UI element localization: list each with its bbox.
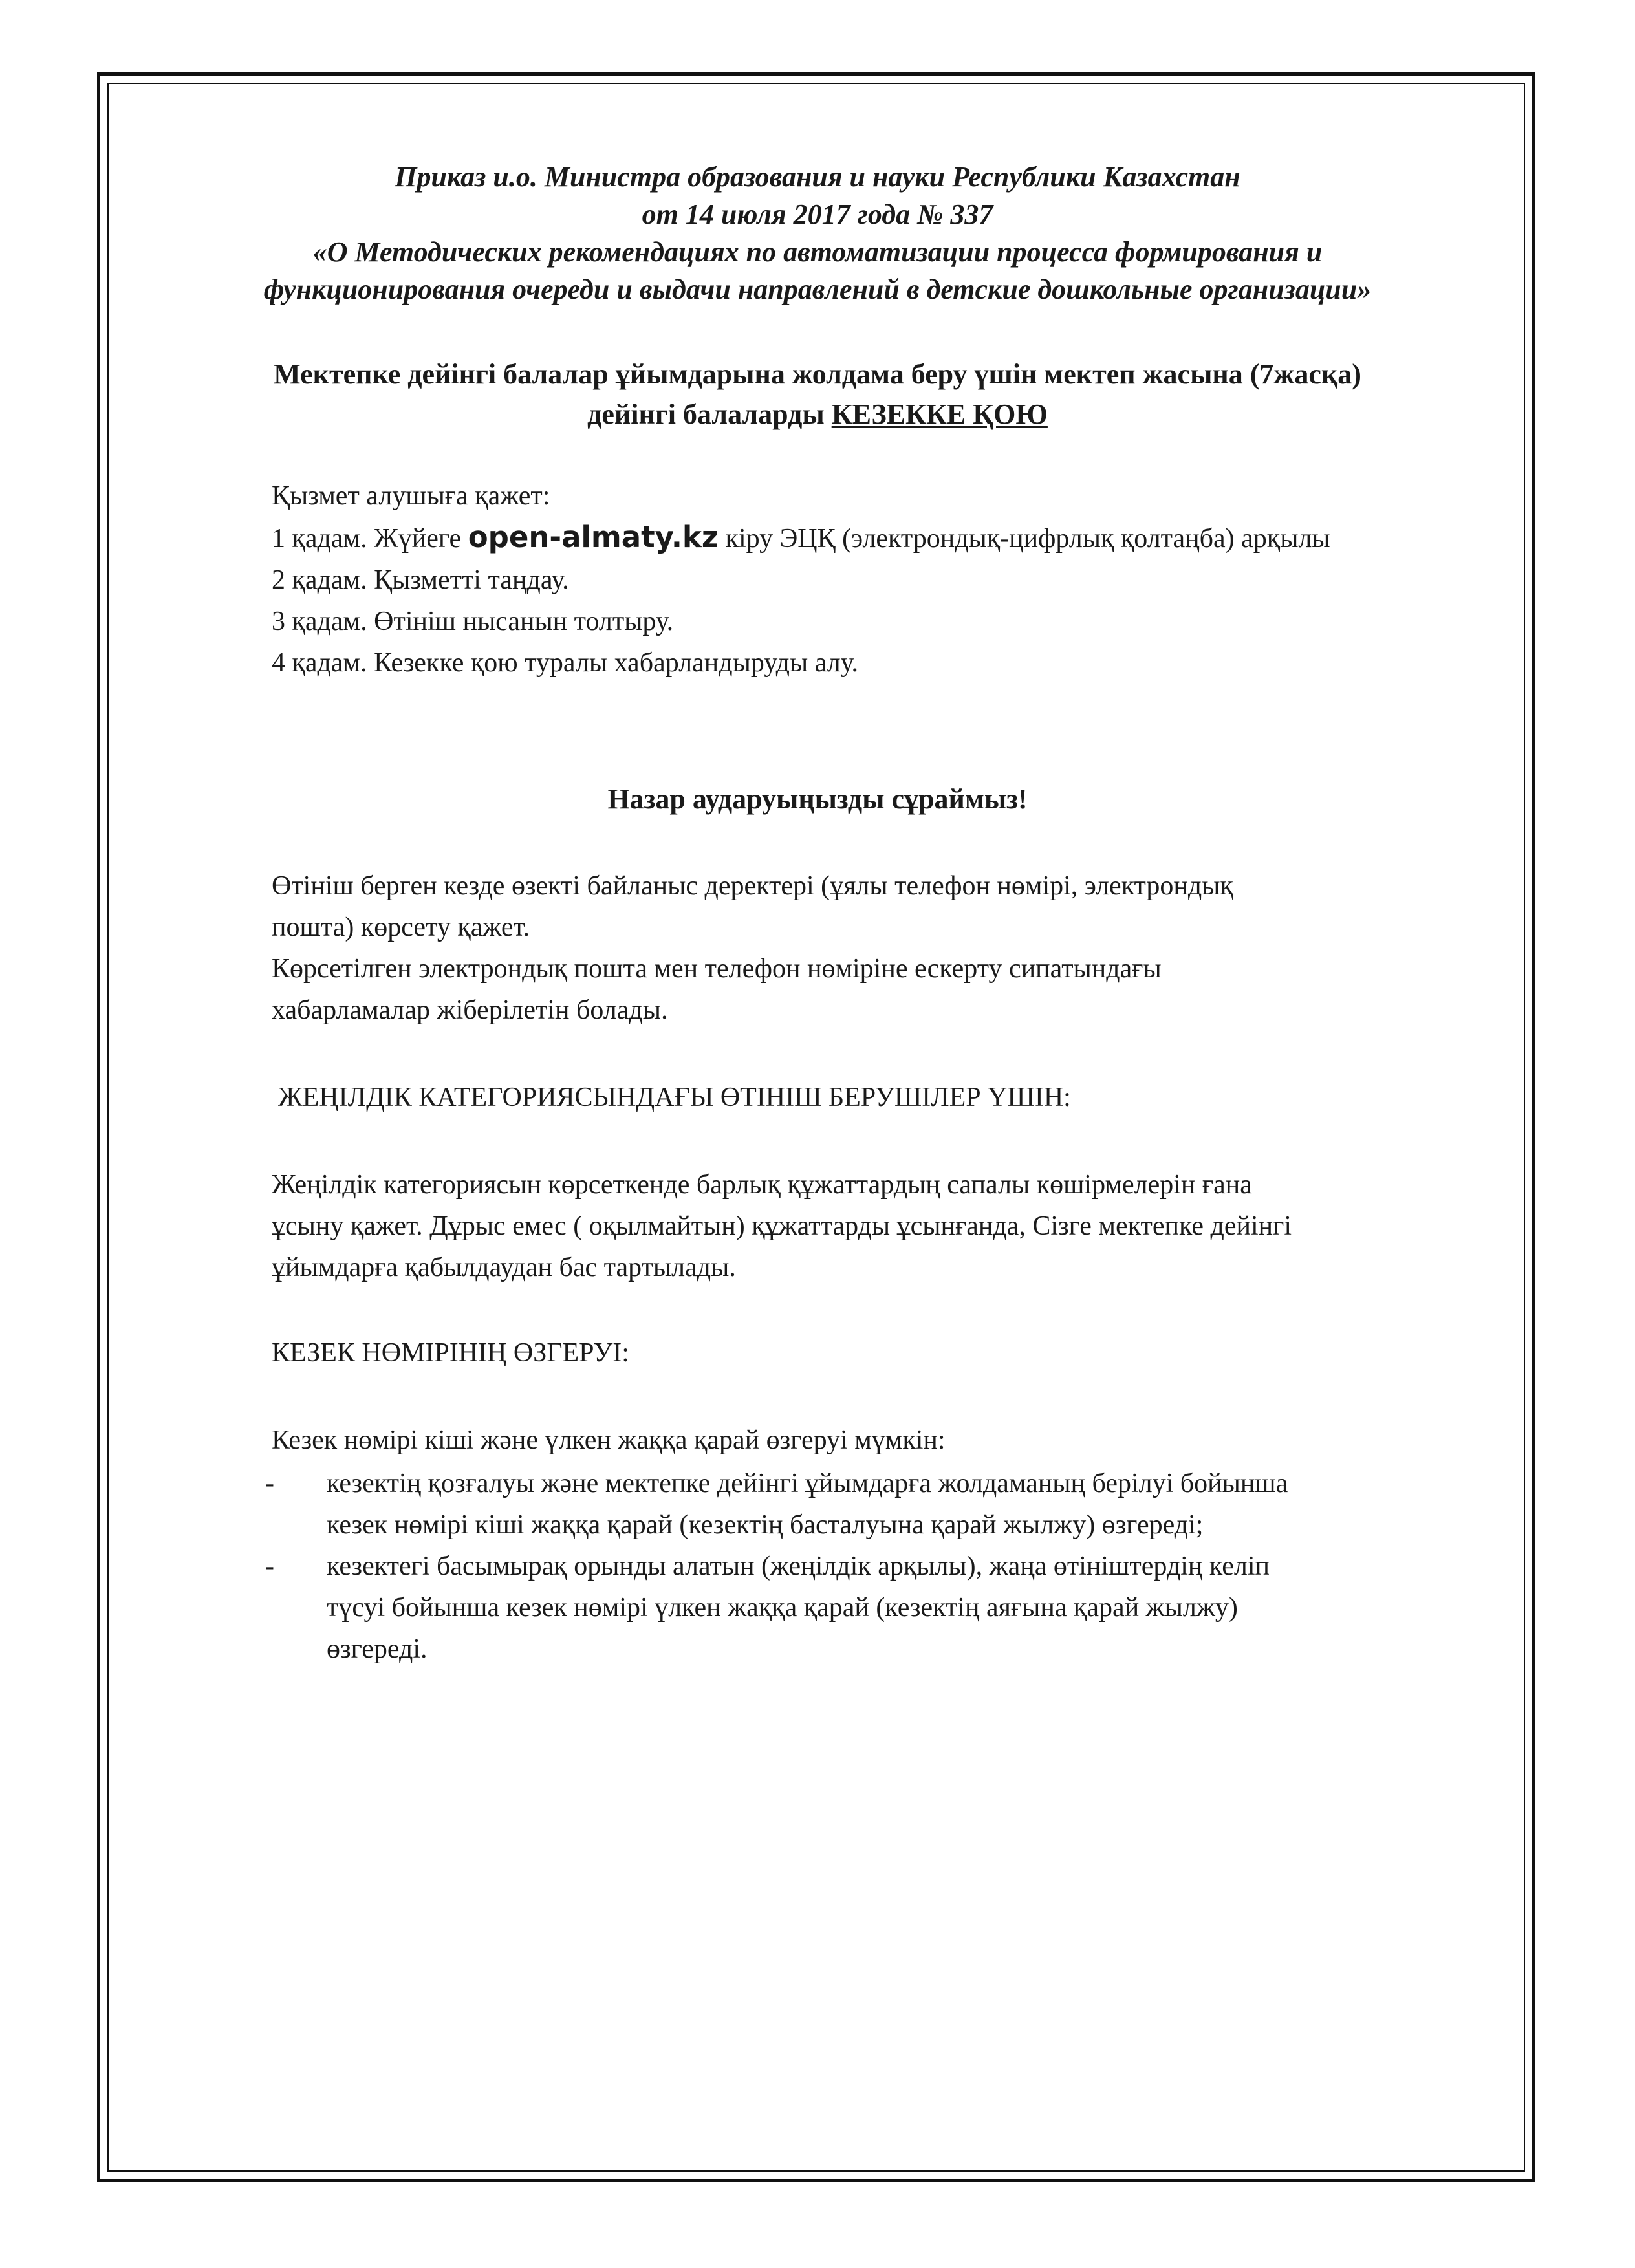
decree-line: «О Методических рекомендациях по автоматизации процесса формирования и (312, 236, 1323, 268)
list-item (265, 1463, 1494, 1546)
step-item: 4 қадам. Кезекке қою туралы хабарландыруды алу. (272, 648, 858, 678)
document-title (194, 354, 1441, 435)
benefit-title (278, 1077, 1507, 1118)
steps-section (272, 475, 1500, 684)
contacts-line: пошта) көрсету қажет. (272, 913, 530, 942)
list-item-line: түсуі бойынша кезек нөмірі үлкен жаққа қарай (кезектің аяғына қарай жылжу) (327, 1593, 1238, 1623)
benefit-section (272, 1164, 1500, 1288)
benefit-line: ұсыну қажет. Дұрыс емес ( оқылмайтын) құжаттарды ұсынғанда, Сізге мектепке дейінгі (272, 1211, 1292, 1241)
step-prefix: 1 қадам. Жүйеге (272, 524, 468, 554)
benefit-title-text: ЖЕҢІЛДІК КАТЕГОРИЯСЫНДАҒЫ ӨТІНІШ БЕРУШІЛЕР ҮШІН: (278, 1083, 1071, 1112)
benefit-line: ұйымдарға қабылдаудан бас тартылады. (272, 1253, 736, 1282)
step-item (272, 517, 1500, 559)
contacts-line: хабарламалар жіберілетін болады. (272, 995, 668, 1025)
list-item-line: кезектің қозғалуы және мектепке дейінгі ұйымдарға жолдаманың берілуі бойынша (327, 1469, 1288, 1498)
steps-intro: Қызмет алушыға қажет: (272, 481, 550, 511)
list-item (265, 1546, 1494, 1670)
list-item-line: кезек нөмірі кіші жаққа қарай (кезектің басталуына қарай жылжу) өзгереді; (327, 1510, 1204, 1540)
list-item-line: өзгереді. (327, 1634, 428, 1664)
decree-line: от 14 июля 2017 года № 337 (642, 199, 993, 230)
decree-header (194, 158, 1441, 308)
title-line-prefix: дейінгі балаларды (587, 398, 832, 430)
step-item: 3 қадам. Өтініш нысанын толтыру. (272, 607, 674, 636)
queue-change-title (272, 1332, 1500, 1374)
title-line: Мектепке дейінгі балалар ұйымдарына жолдама беру үшін мектеп жасына (7жасқа) (274, 358, 1361, 390)
contacts-line: Өтініш берген кезде өзекті байланыс деректері (ұялы телефон нөмірі, электрондық (272, 871, 1233, 901)
contacts-section (272, 865, 1500, 1031)
list-dash: - (265, 1469, 274, 1498)
decree-line: функционирования очереди и выдачи направлений в детские дошкольные организации» (263, 274, 1372, 305)
step-item: 2 қадам. Қызметті таңдау. (272, 565, 569, 595)
queue-change-title-text: КЕЗЕК НӨМІРІНІҢ ӨЗГЕРУІ: (272, 1338, 629, 1368)
queue-change-intro-text: Кезек нөмірі кіші және үлкен жаққа қарай өзгеруі мүмкін: (272, 1425, 946, 1455)
queue-change-intro (272, 1420, 1500, 1461)
list-dash: - (265, 1551, 274, 1581)
contacts-line: Көрсетілген электрондық пошта мен телефон нөміріне ескерту сипатындағы (272, 954, 1162, 984)
benefit-line: Жеңілдік категориясын көрсеткенде барлық құжаттардың сапалы көшірмелерін ғана (272, 1170, 1252, 1200)
list-item-line: кезектегі басымырақ орынды алатын (жеңілдік арқылы), жаңа өтініштердің келіп (327, 1551, 1270, 1581)
title-underlined: КЕЗЕККЕ ҚОЮ (831, 398, 1048, 430)
attention-heading: Назар аударуыңызды сұраймыз! (607, 783, 1028, 815)
title-line (194, 394, 1441, 435)
queue-change-list (265, 1463, 1494, 1670)
step-suffix: кіру ЭЦҚ (электрондық-цифрлық қолтаңба) арқылы (719, 524, 1330, 554)
site-link: open-almaty.kz (468, 520, 719, 554)
decree-line: Приказ и.о. Министра образования и науки Республики Казахстан (395, 161, 1240, 193)
